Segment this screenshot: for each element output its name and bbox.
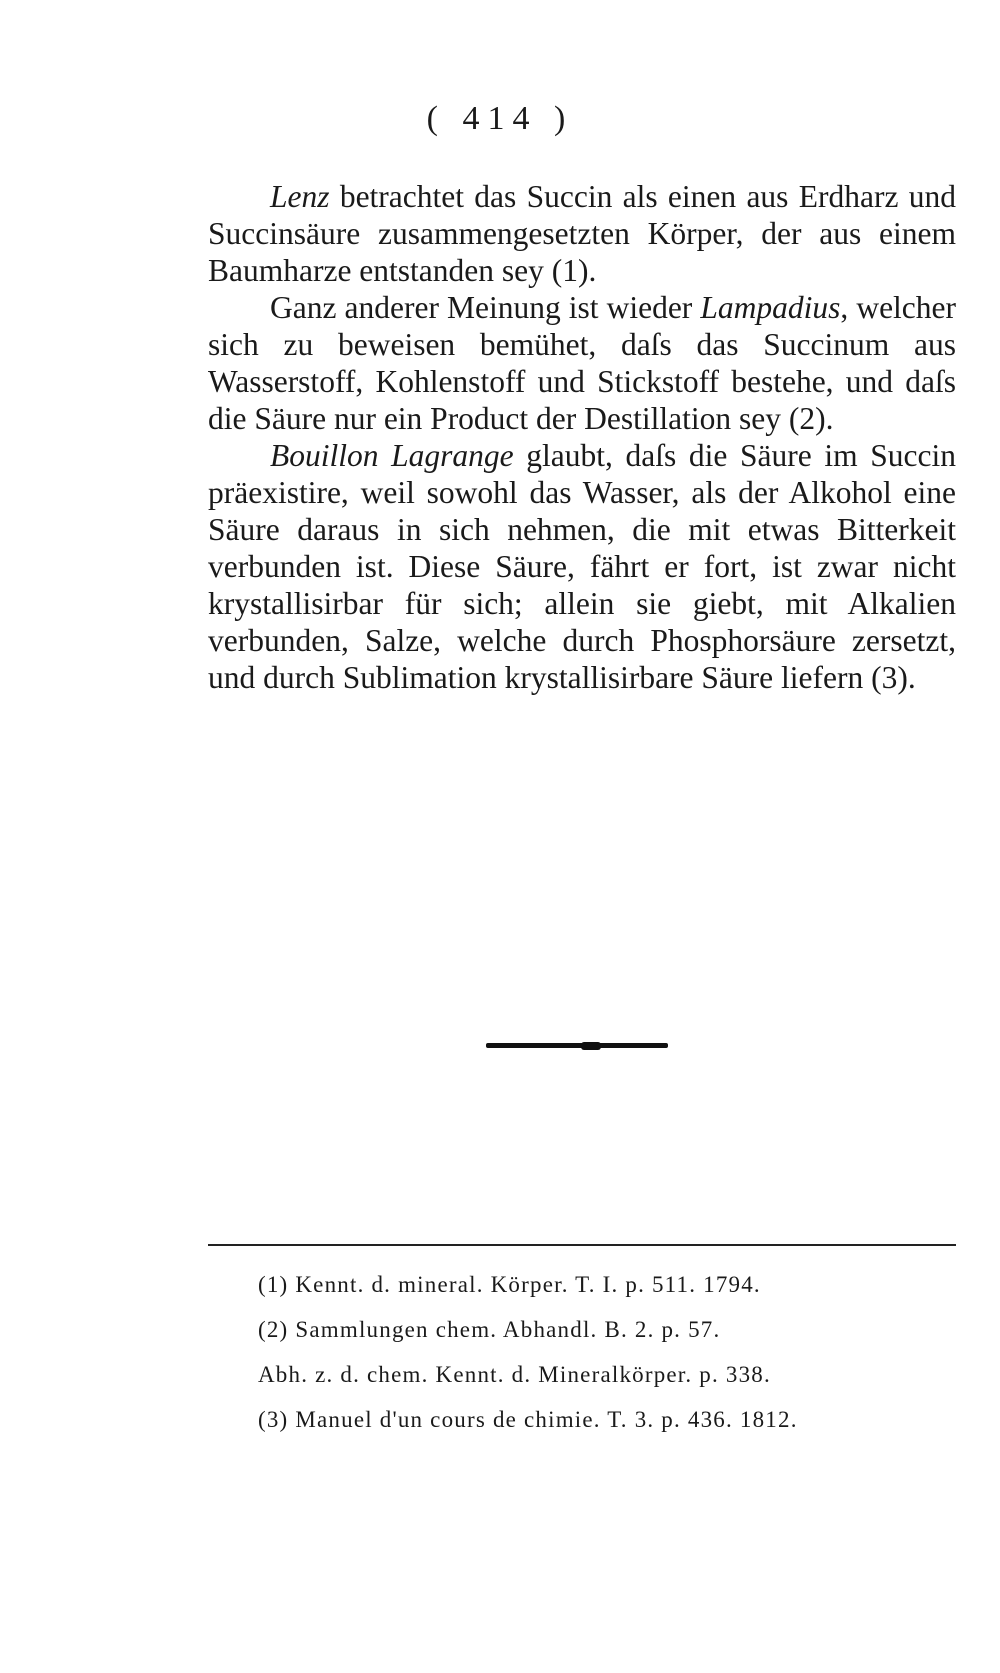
paragraph-text: betrachtet das Succin als einen aus Erdharz und Succinsäure zusammengesetzten Körper, der aus einem Baumharze entstanden sey (1). (208, 179, 956, 288)
page-number: ( 414 ) (426, 100, 574, 137)
author-name: Lampadius (700, 290, 841, 325)
section-divider (486, 1043, 668, 1048)
footnote-3: (3) Manuel d'un cours de chimie. T. 3. p. 436. 1812. (258, 1407, 798, 1432)
paragraph-lampadius (208, 289, 956, 437)
footnote-2-continued: Abh. z. d. chem. Kennt. d. Mineralkörper. p. 338. (258, 1362, 771, 1387)
main-text (208, 178, 956, 696)
paragraph-text: , welcher sich zu beweisen bemühet, daſs das Succinum aus Wasserstoff, Kohlenstoff und Stickstoff bestehe, und daſs die Säure nur ein Product der Destillation sey (2). (208, 290, 957, 436)
footnote-2: (2) Sammlungen chem. Abhandl. B. 2. p. 57. (258, 1317, 721, 1342)
paragraph-text: glaubt, daſs die Säure im Succin präexistire, weil sowohl das Wasser, als der Alkohol eine Säure daraus in sich nehmen, die mit etwas Bitterkeit verbunden ist. Diese Säure, fährt er fort, ist zwar nicht krystallisirbar für sich; allein sie giebt, mit Alkalien verbunden, Salze, welche durch Phosphorsäure zersetzt, und durch Sublimation krystallisirbare Säure liefern (3). (208, 438, 956, 695)
author-name: Lenz (270, 179, 330, 214)
author-name: Bouillon Lagrange (270, 438, 514, 473)
paragraph-bouillon-lagrange (208, 437, 956, 696)
footnotes (258, 1262, 958, 1442)
footnote-1: (1) Kennt. d. mineral. Körper. T. I. p. 511. 1794. (258, 1272, 761, 1297)
footnote-separator (208, 1244, 956, 1246)
paragraph-lead: Ganz anderer Meinung ist wieder (270, 290, 701, 325)
paragraph-lenz (208, 178, 956, 289)
